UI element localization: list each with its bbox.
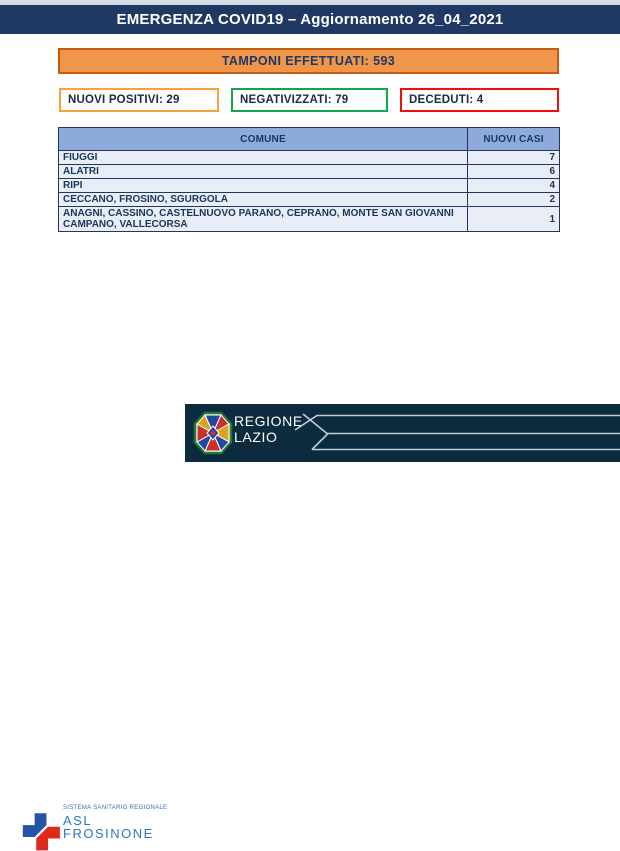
stat-label-deceduti: DECEDUTI: 4 [409, 94, 484, 106]
stat-box-deceduti [400, 88, 559, 112]
comune-cell: RIPI [59, 179, 468, 193]
tamponi-label: TAMPONI EFFETTUATI: 593 [221, 54, 396, 68]
regione-lazio-footer-bar [185, 404, 620, 462]
nuovi-casi-cell: 1 [468, 207, 560, 232]
table-row [59, 151, 560, 165]
asl-cross-icon [23, 813, 60, 851]
column-header-nuovi-casi: NUOVI CASI [468, 128, 560, 151]
asl-name-line2: FROSINONE [63, 825, 154, 841]
stat-box-nuovi-positivi [59, 88, 219, 112]
comune-cell: ANAGNI, CASSINO, CASTELNUOVO PARANO, CEPRANO, MONTE SAN GIOVANNI CAMPANO, VALLECORSA [59, 207, 468, 232]
asl-text-block [63, 805, 167, 840]
cases-table-container [58, 127, 559, 232]
comune-cell: ALATRI [59, 165, 468, 179]
column-header-comune: COMUNE [59, 128, 468, 151]
table-row [59, 179, 560, 193]
title-banner [0, 5, 620, 34]
stat-label-negativizzati: NEGATIVIZZATI: 79 [240, 94, 349, 106]
nuovi-casi-cell: 4 [468, 179, 560, 193]
regione-lazio-logo-lines [185, 404, 620, 462]
table-row [59, 165, 560, 179]
nuovi-casi-cell: 2 [468, 193, 560, 207]
regione-text: REGIONE [234, 413, 303, 429]
tamponi-banner [58, 48, 559, 74]
page-title: EMERGENZA COVID19 – Aggiornamento 26_04_2021 [116, 11, 504, 28]
table-header-row [59, 128, 560, 151]
ssr-tagline: SISTEMA SANITARIO REGIONALE [63, 805, 168, 811]
lazio-text: LAZIO [234, 428, 278, 445]
table-row [59, 207, 560, 232]
asl-name-line1: ASL [63, 813, 93, 828]
comune-cell: FIUGGI [59, 151, 468, 165]
cases-table [58, 127, 560, 232]
nuovi-casi-cell: 7 [468, 151, 560, 165]
asl-frosinone-logo-block [0, 398, 185, 841]
stat-box-negativizzati [231, 88, 388, 112]
table-row [59, 193, 560, 207]
stat-label-nuovi-positivi: NUOVI POSITIVI: 29 [68, 94, 180, 106]
nuovi-casi-cell: 6 [468, 165, 560, 179]
comune-cell: CECCANO, FROSINO, SGURGOLA [59, 193, 468, 207]
